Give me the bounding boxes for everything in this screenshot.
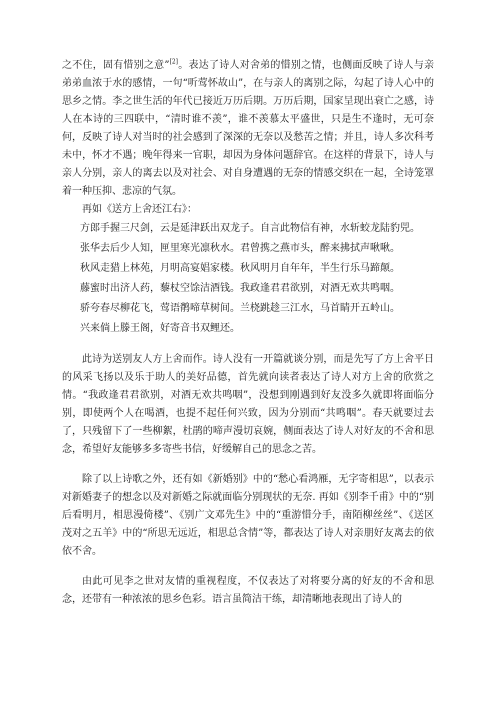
poem-line: 方郎手握三尺剑，云是延津跃出双龙子。自言此物信有神，水斩蛟龙陆豹兕。: [80, 223, 420, 234]
poem-block: [62, 219, 434, 339]
paragraph-2: 此诗为送别友人方上舍而作。诗人没有一开篇就谈分别，而是先写了方上舍平日的风采飞扬以及乐于助人的美好品德，首先就向读者表达了诗人对方上舍的欣赏之情。“我政逢君君欲别，对酒无欢共鸣咽”，没想到刚遇到好友没多久就即将面临分别，即使两个人在喝酒，也提不起任何兴致，因为分别而“共鸣咽”。春天就要过去了，只残留下了一些柳絮，杜鹃的啼声漫切哀婉，侧面表达了诗人对好友的不舍和思念，希望好友能够多多寄些书信，好缓解自己的思念之苦。: [62, 354, 434, 455]
poem-line: 秋风走猎上林苑，月明高宴娼家楼。秋风明月自年年，半生行乐马蹄颠。: [80, 263, 400, 274]
paragraph-4: 由此可见李之世对友情的重视程度，不仅表达了对将要分离的好友的不舍和思念，还带有一种浓浓的思乡色彩。语言虽简洁干练，却清晰地表现出了诗人的: [62, 576, 434, 605]
paragraph-1: [62, 57, 434, 201]
footnote-ref[interactable]: [2]: [169, 58, 179, 66]
poem-line: 藤蜜时出济人药，藜杖空馀洁酒钱。我政逢君君欲别，对酒无欢共鸣咽。: [80, 283, 400, 294]
poem-line: 骄夸春尽柳花飞，莺语鹡啼草树间。兰桡跳趁三江水，马首睛开五岭山。: [80, 303, 400, 314]
poem-line: 张华去后少人知，匣里寒光凛秋水。君曾携之燕市头，醉来拂拭声啾啾。: [80, 243, 400, 254]
document-page: [62, 57, 434, 609]
poem-intro: 再如《送方上舍还江右》：: [82, 204, 197, 215]
paragraph-1-text-a: 之不住，固有惜别之意”: [62, 60, 170, 71]
paragraph-1-text-b: 。表达了诗人对舍弟的惜别之情，也侧面反映了诗人与亲弟弟血浓于水的感情，一句“听莺怀故山”，在与亲人的离别之际，勾起了诗人心中的思乡之情。李之世生活的年代已接近万历后期。万历后期，国家呈现出衰亡之感，诗人在本诗的三四联中，“清时谁不羡”，谁不羡慕太平盛世，只是生不逢时，无可奈何，反映了诗人对当时的社会感到了深深的无奈以及愁苦之情；并且，诗人多次科考未中，怀才不遇；晚年得来一官职，却因为身体问题辞官。在这样的背景下，诗人与亲人分别，亲人的离去以及对社会、对自身遭遇的无奈的情感交织在一起，全诗笼罩着一种压抑、悲凉的气氛。: [62, 60, 434, 197]
paragraph-3: 除了以上诗歌之外，还有如《新婚别》中的“愁心看鸿雁，无字寄相思”，以表示对新婚妻子的想念以及对新婚之际就面临分别现状的无奈. 再如《别李千甫》中的“别后看明月，相思漫倚楼”、《别广文邓先生》中的“重游惜分手，南陌柳丝丝”、《送区茂对之五羊》中的“所思无远近，相思总含情”等，都表达了诗人对亲朋好友离去的依依不舍。: [62, 474, 434, 557]
poem-line: 兴来倘上滕王阁，好寄音书双鲤还。: [80, 323, 240, 334]
